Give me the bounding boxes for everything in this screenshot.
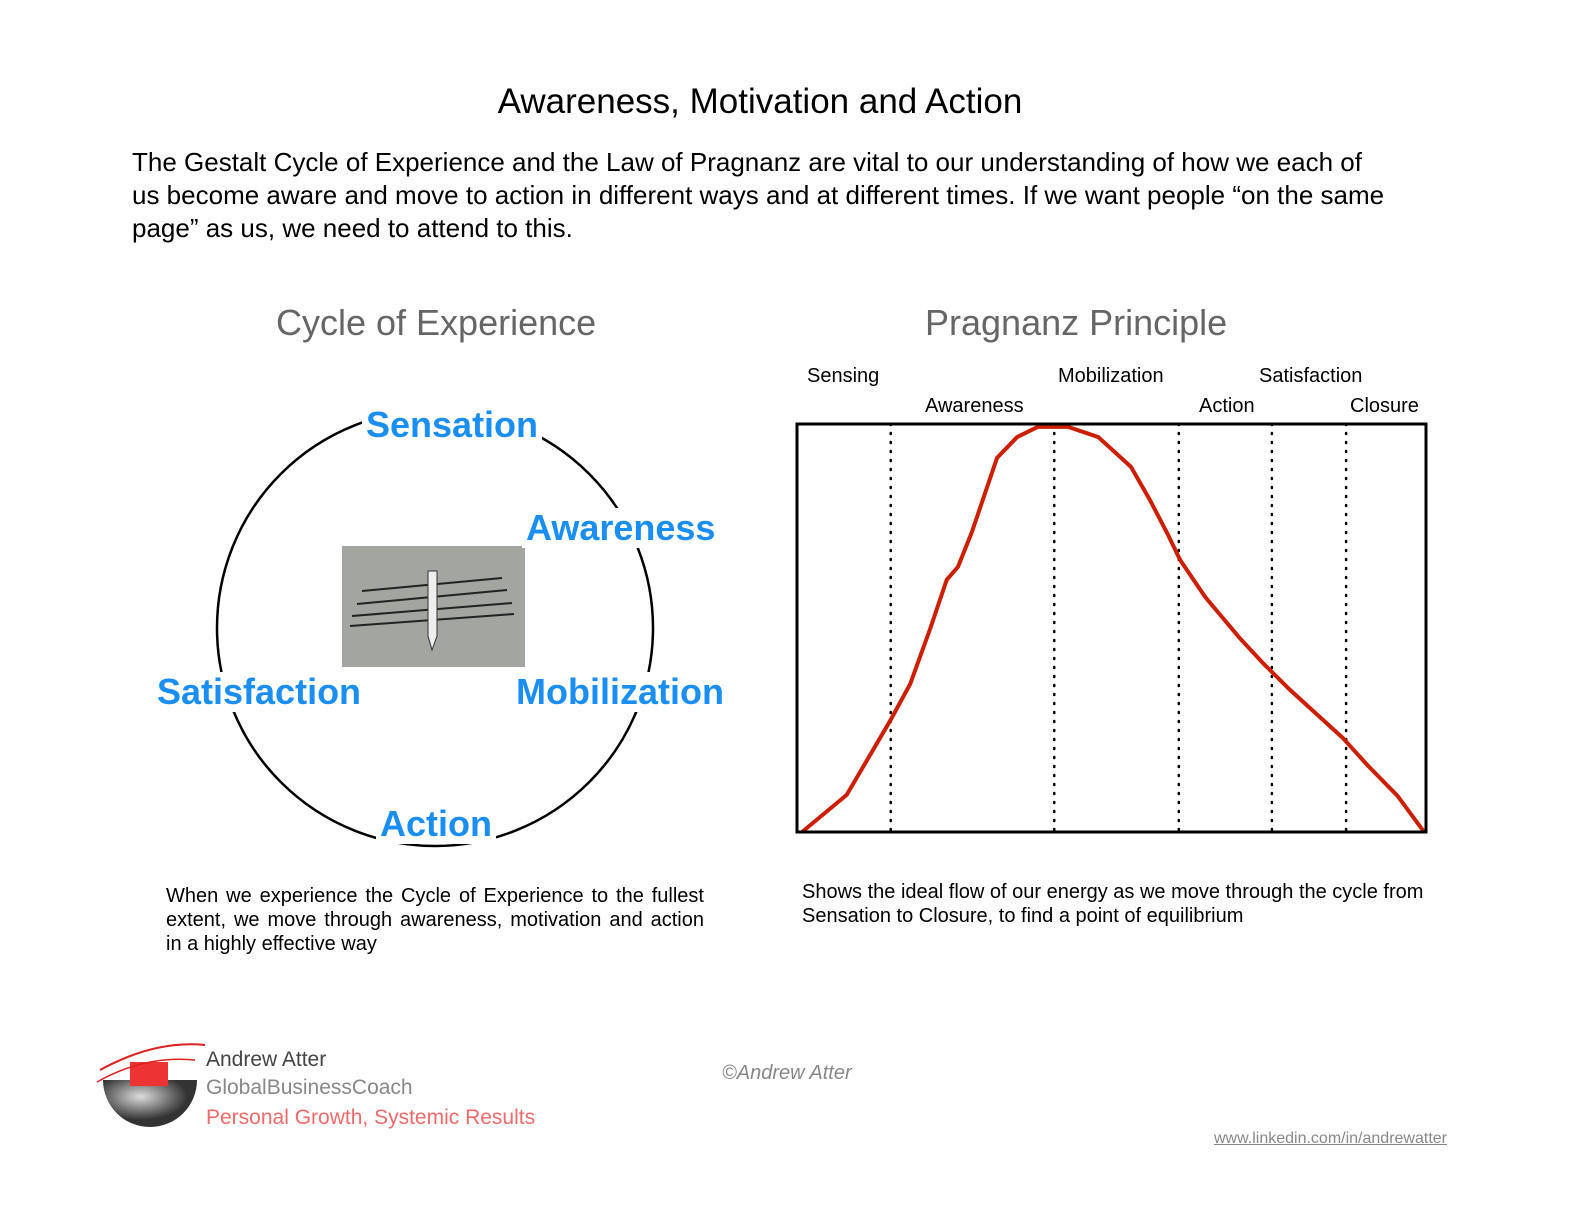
- cycle-label-mobilization: Mobilization: [512, 672, 728, 712]
- cycle-circle: [0, 0, 800, 900]
- cycle-heading: Cycle of Experience: [276, 302, 597, 343]
- cycle-label-awareness: Awareness: [522, 508, 719, 548]
- cycle-label-sensation: Sensation: [362, 405, 542, 445]
- copyright: ©Andrew Atter: [722, 1062, 852, 1084]
- company-logo: [95, 1040, 205, 1160]
- cycle-label-action: Action: [376, 804, 496, 844]
- page-title: Awareness, Motivation and Action: [497, 82, 1023, 121]
- pragnanz-caption: Shows the ideal flow of our energy as we move through the cycle from Sensation to Closure, to find a point of equilibrium: [802, 881, 1424, 927]
- cycle-caption: When we experience the Cycle of Experience to the fullest extent, we move through awareness, motivation and action in a highly effective way: [166, 885, 704, 955]
- pragnanz-heading: Pragnanz Principle: [925, 302, 1228, 343]
- tagline: Personal Growth, Systemic Results: [206, 1106, 536, 1129]
- stage-label-mobilization: Mobilization: [1058, 365, 1164, 387]
- cycle-label-satisfaction: Satisfaction: [153, 672, 365, 712]
- author-name: Andrew Atter: [206, 1048, 327, 1071]
- energy-curve: [802, 427, 1424, 832]
- linkedin-link[interactable]: www.linkedin.com/in/andrewatter: [1214, 1130, 1447, 1147]
- stage-label-closure: Closure: [1350, 395, 1419, 417]
- stage-label-sensing: Sensing: [807, 365, 880, 387]
- company-name: GlobalBusinessCoach: [206, 1076, 413, 1099]
- stage-label-satisfaction: Satisfaction: [1259, 365, 1363, 387]
- pragnanz-chart: [797, 424, 1426, 832]
- chart-frame: [797, 424, 1426, 832]
- stage-label-awareness: Awareness: [925, 395, 1024, 417]
- intro-paragraph: The Gestalt Cycle of Experience and the Law of Pragnanz are vital to our understanding of how we each of us become aware and move to action in different ways and at different times. If we want people “on the same page” as us, we need to attend to this.: [132, 147, 1385, 243]
- stage-label-action: Action: [1199, 395, 1255, 417]
- rowing-boat-photo: [342, 546, 525, 667]
